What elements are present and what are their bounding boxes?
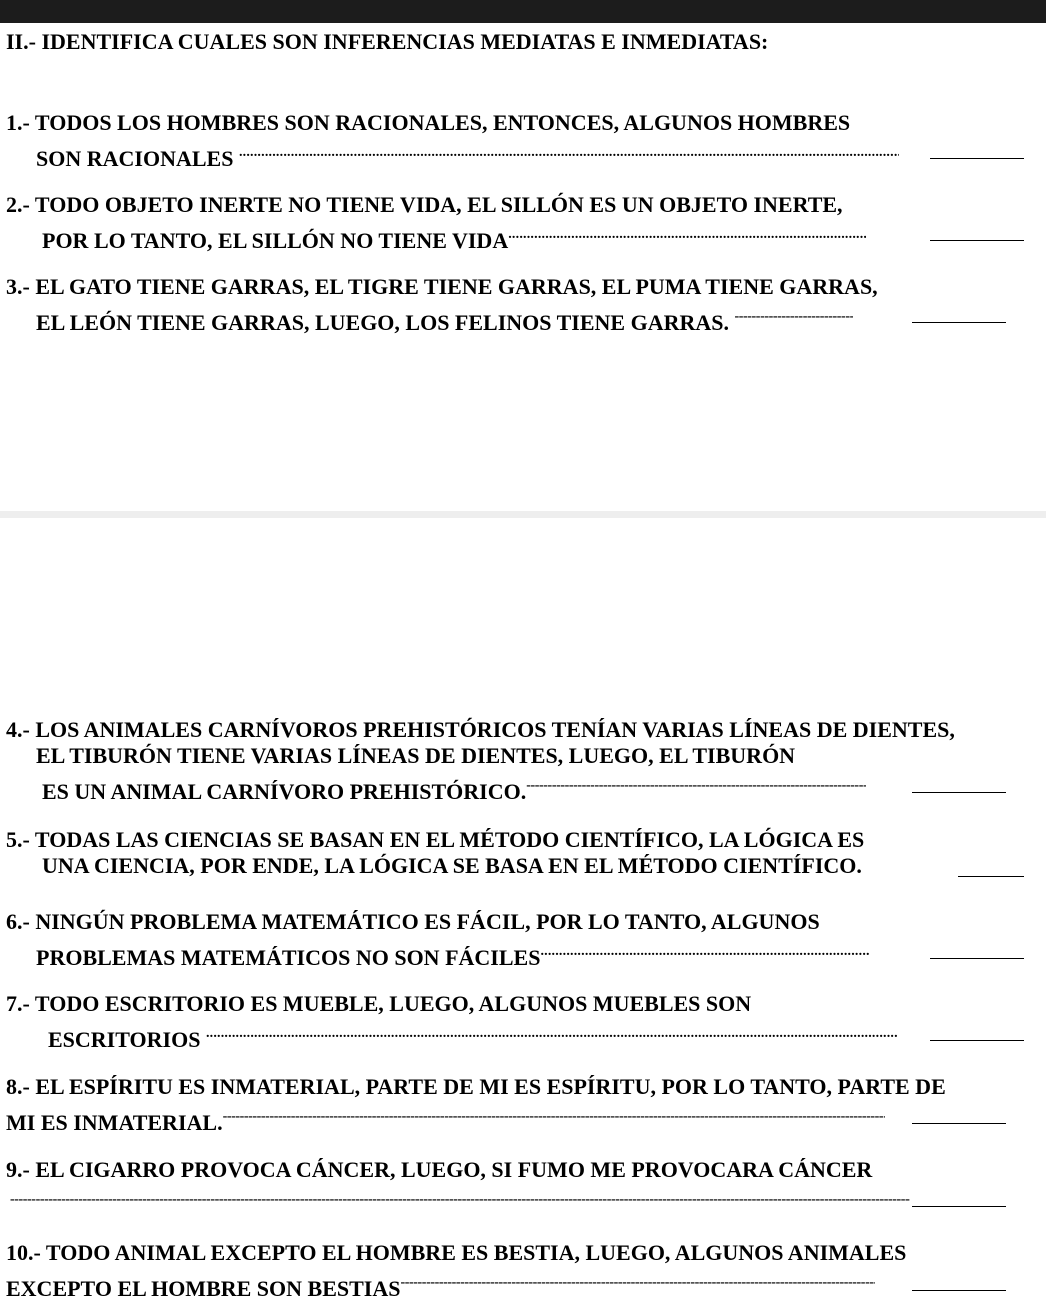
item-10-leader xyxy=(401,1266,875,1296)
item-3-answer-blank[interactable] xyxy=(912,322,1006,323)
item-2-answer-blank[interactable] xyxy=(930,240,1024,241)
item-8-answer-blank[interactable] xyxy=(912,1123,1006,1124)
item-3-line-1: 3.- EL GATO TIENE GARRAS, EL TIGRE TIENE GARRAS, EL PUMA TIENE GARRAS, xyxy=(6,274,878,299)
item-3-line-2: EL LEÓN TIENE GARRAS, LUEGO, LOS FELINOS TIENE GARRAS. ----- xyxy=(36,300,853,336)
item-9-line-2 xyxy=(10,1183,910,1219)
item-4-answer-blank[interactable] xyxy=(912,792,1006,793)
item-2-line-2: POR LO TANTO, EL SILLÓN NO TIENE VIDA..... xyxy=(42,218,866,254)
item-6-line-1: 6.- NINGÚN PROBLEMA MATEMÁTICO ES FÁCIL, POR LO TANTO, ALGUNOS xyxy=(6,909,820,934)
item-10-line-1: 10.- TODO ANIMAL EXCEPTO EL HOMBRE ES BESTIA, LUEGO, ALGUNOS ANIMALES xyxy=(6,1240,907,1265)
item-1-line-2: SON RACIONALES ..... xyxy=(36,136,899,172)
item-1-line-1: 1.- TODOS LOS HOMBRES SON RACIONALES, ENTONCES, ALGUNOS HOMBRES xyxy=(6,110,851,135)
item-2-line-1: 2.- TODO OBJETO INERTE NO TIENE VIDA, EL SILLÓN ES UN OBJETO INERTE, xyxy=(6,192,843,217)
item-7-leader xyxy=(206,1017,898,1047)
item-5-line-1: 5.- TODAS LAS CIENCIAS SE BASAN EN EL MÉTODO CIENTÍFICO, LA LÓGICA ES xyxy=(6,827,865,852)
item-8-leader xyxy=(223,1100,885,1130)
item-4-line-2: EL TIBURÓN TIENE VARIAS LÍNEAS DE DIENTES, LUEGO, EL TIBURÓN xyxy=(36,743,796,768)
page-break-divider xyxy=(0,511,1046,518)
item-3-leader xyxy=(735,300,853,330)
item-7-answer-blank[interactable] xyxy=(930,1040,1024,1041)
item-10-line-2: EXCEPTO EL HOMBRE SON BESTIAS----- xyxy=(6,1266,875,1302)
item-7-line-1: 7.- TODO ESCRITORIO ES MUEBLE, LUEGO, ALGUNOS MUEBLES SON xyxy=(6,991,752,1016)
item-9-answer-blank[interactable] xyxy=(912,1206,1006,1207)
item-8-line-2: MI ES INMATERIAL.----- xyxy=(6,1100,885,1136)
item-2-leader xyxy=(508,218,866,248)
item-4-line-3: ES UN ANIMAL CARNÍVORO PREHISTÓRICO.----- xyxy=(42,769,866,805)
item-10-answer-blank[interactable] xyxy=(912,1290,1006,1291)
item-6-line-2: PROBLEMAS MATEMÁTICOS NO SON FÁCILES..... xyxy=(36,935,870,971)
item-6-answer-blank[interactable] xyxy=(930,958,1024,959)
item-1-leader xyxy=(239,136,899,166)
item-7-line-2: ESCRITORIOS ..... xyxy=(48,1017,898,1053)
item-5-answer-blank[interactable] xyxy=(958,876,1024,877)
item-5-line-2: UNA CIENCIA, POR ENDE, LA LÓGICA SE BASA EN EL MÉTODO CIENTÍFICO. xyxy=(42,853,862,878)
item-8-line-1: 8.- EL ESPÍRITU ES INMATERIAL, PARTE DE MI ES ESPÍRITU, POR LO TANTO, PARTE DE xyxy=(6,1074,946,1099)
item-9-leader xyxy=(10,1183,910,1213)
section-heading: II.- IDENTIFICA CUALES SON INFERENCIAS MEDIATAS E INMEDIATAS: xyxy=(6,29,769,54)
item-1-answer-blank[interactable] xyxy=(930,158,1024,159)
item-6-leader xyxy=(540,935,870,965)
item-4-leader xyxy=(526,769,866,799)
item-4-line-1: 4.- LOS ANIMALES CARNÍVOROS PREHISTÓRICOS TENÍAN VARIAS LÍNEAS DE DIENTES, xyxy=(6,717,955,742)
top-dark-bar xyxy=(0,0,1046,23)
item-9-line-1: 9.- EL CIGARRO PROVOCA CÁNCER, LUEGO, SI FUMO ME PROVOCARA CÁNCER xyxy=(6,1157,873,1182)
